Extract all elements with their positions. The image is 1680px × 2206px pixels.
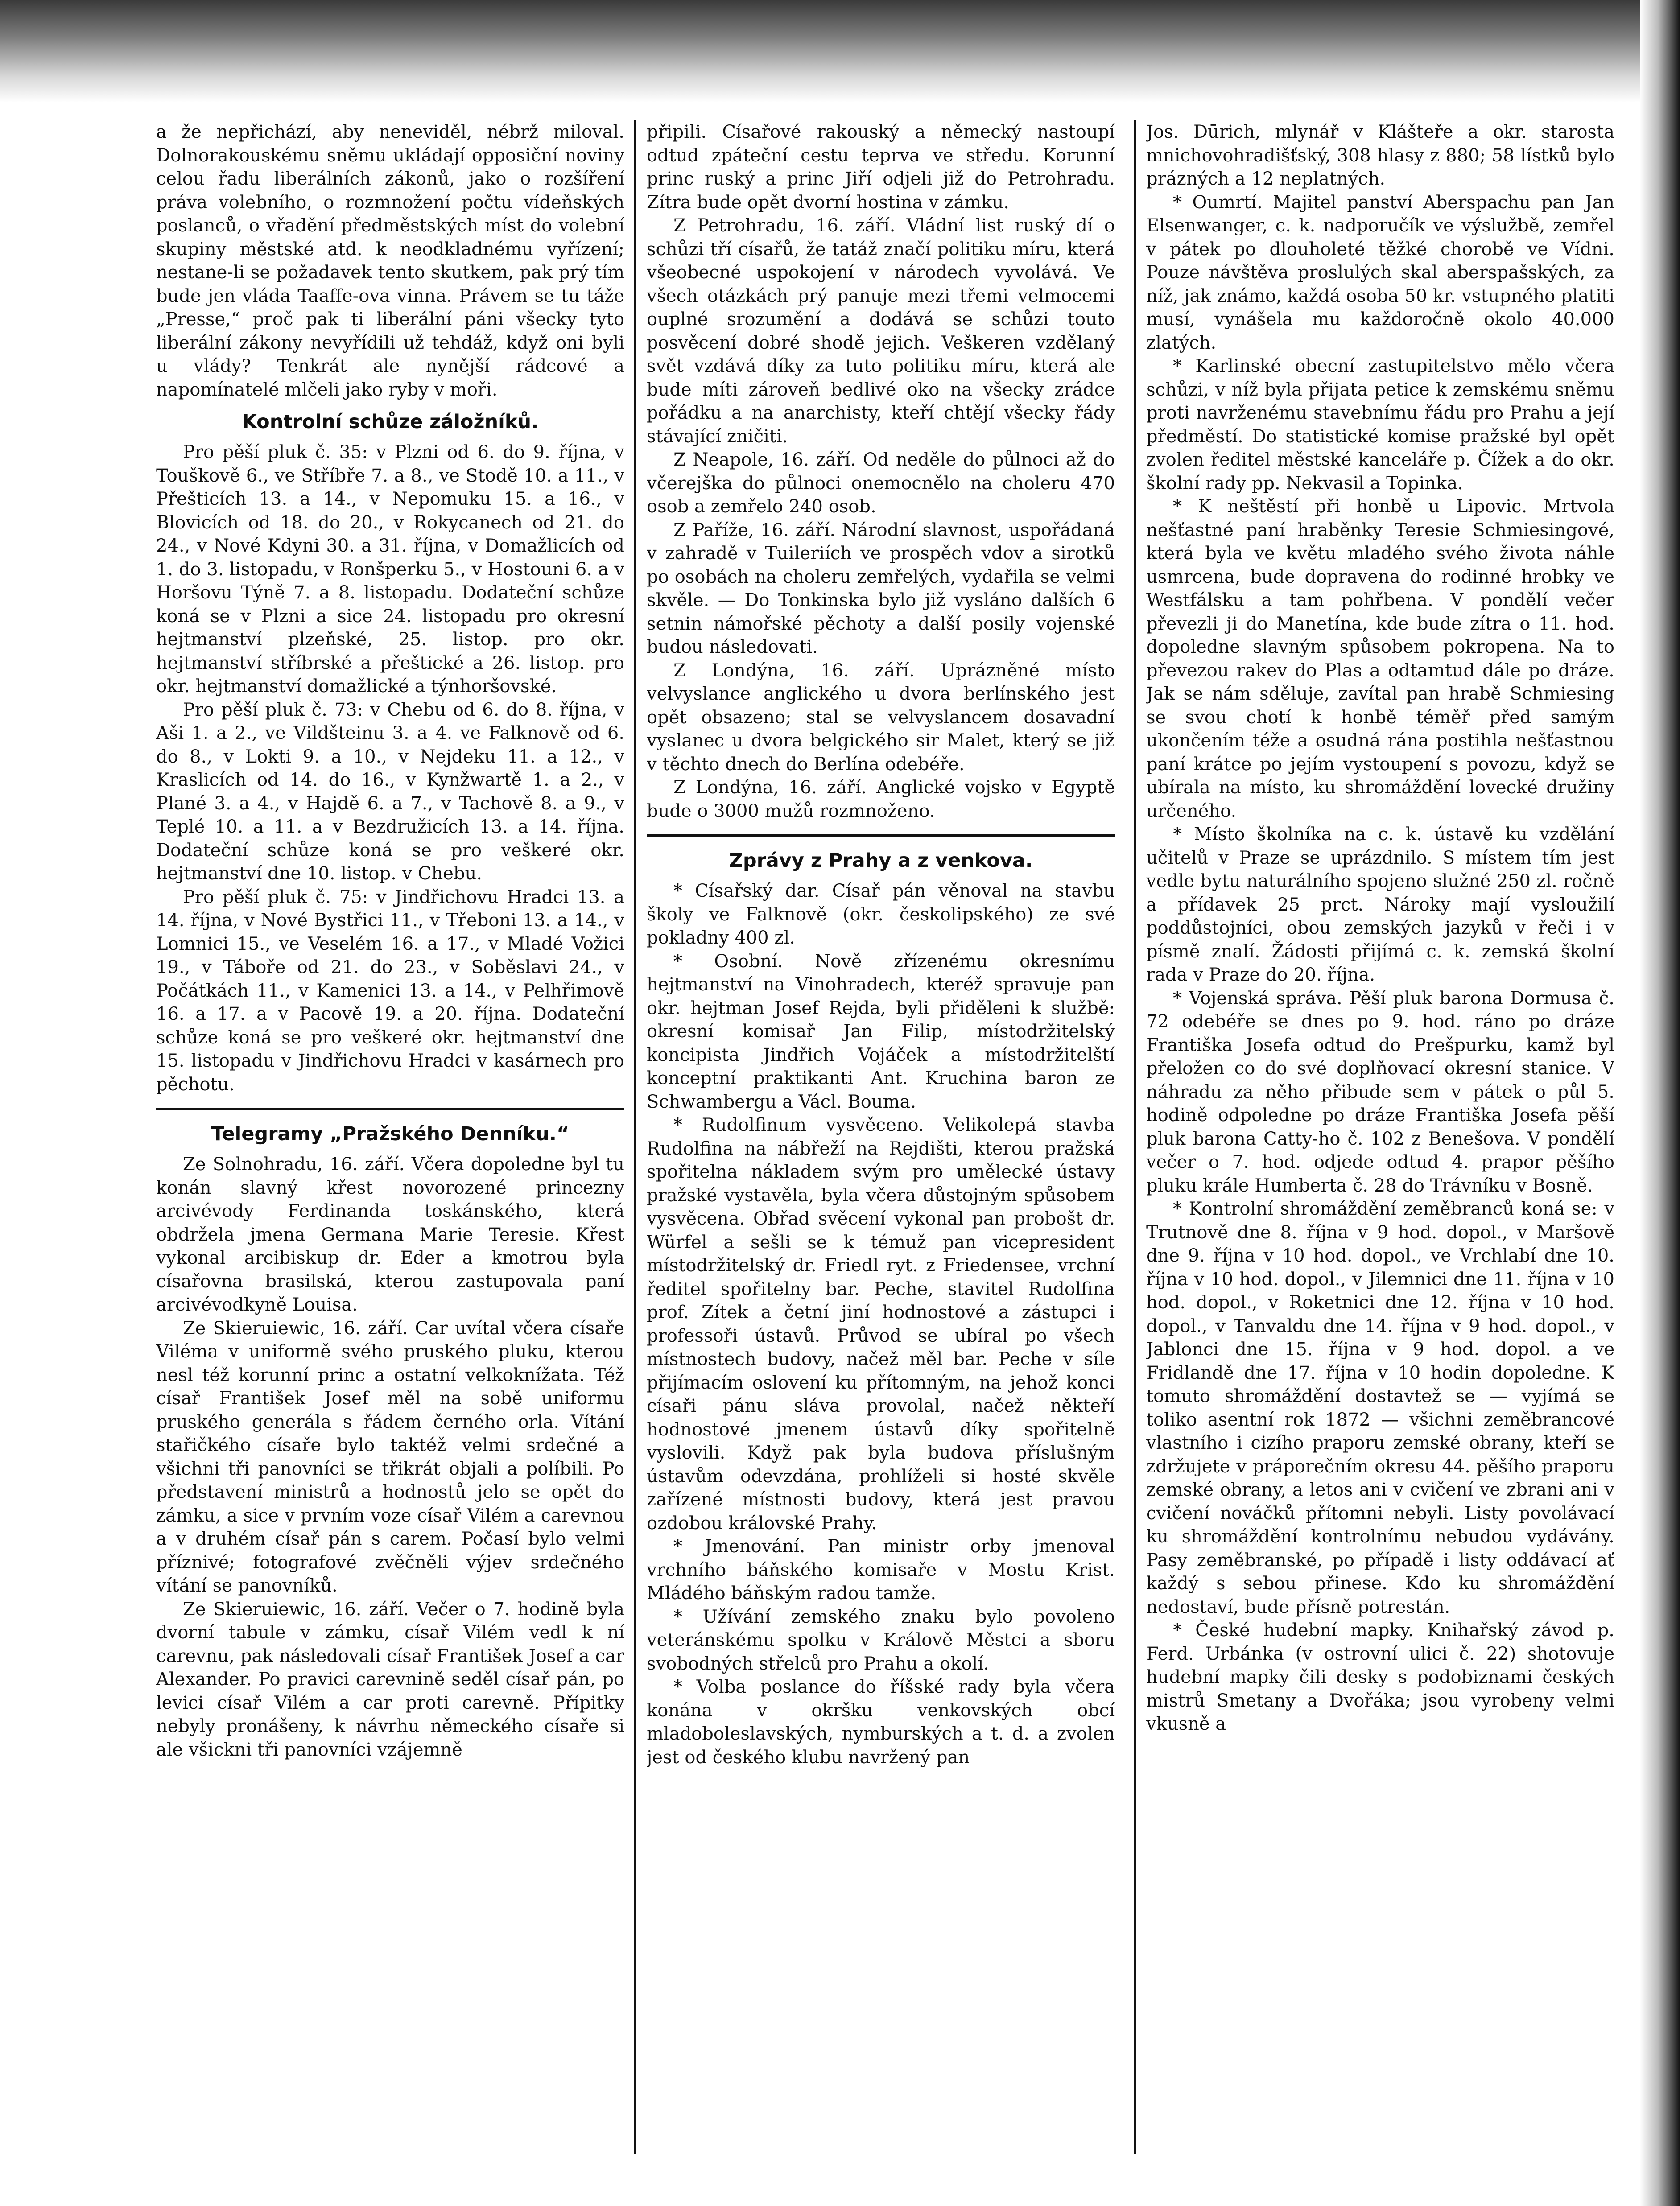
article-text: * Vojenská správa. Pěší pluk barona Dormusa č. 72 odebéře se dnes po 9. hod. ráno po dráze Františka Josefa odtud do Prešpurku, kamž byl přeložen co do své doplňovací okresní stanice. V náhradu za něho přibude sem v pátek o půl 5. hodině odpoledne po dráze Františka Josefa pěší pluk barona Catty-ho č. 102 z Benešova. V pondělí večer o 7. hod. odjede odtud 4. prapor pěšího pluku krále Humberta č. 28 do Trávníku v Bosně.	[1146, 988, 1614, 1196]
article-text: Jos. Dūrich, mlynář v Klášteře a okr. starosta mnichovohradišťský, 308 hlasy z 880; 58 lístků bylo prázných a 12 neplatných.	[1146, 122, 1614, 189]
article-text: * Kontrolní shromáždění zeměbranců koná se: v Trutnově dne 8. října v 9 hod. dopol., v Maršově dne 9. října v 10 hod. dopol., ve Vrchlabí dne 10. října v 10 hod. dopol., v Jilemnici dne 11. října v 10 hod. dopol., v Roketnici dne 12. října v 10 hod. dopol., v Tanvaldu dne 14. října v 9 hod. dopol., v Jablonci dne 15. října v 9 hod. dopol. a ve Fridlandě dne 17. října v 10 hodin dopoledne. K tomuto shromáždění dostavtež se — vyjímá se toliko asentní rok 1872 — všichni zeměbrancové vlastního i cizího praporu zemské obrany, kteří se zdržujete v práporečním okresu 44. pěšího praporu zemské obrany, a letos ani v cvičení ve zbrani ani v cvičení nováčků přítomni nebyli. Listy povolávací ku shromáždění kontrolnímu nebudou vydávány. Pasy zeměbranské, po případě i listy oddávací ať každý s sebou přinese. Kdo ku shromáždění nedostaví, bude přísně potrestán.	[1146, 1199, 1614, 1617]
scan-shadow-top	[0, 0, 1680, 103]
article-text: Ze Skieruiewic, 16. září. Večer o 7. hodině byla dvorní tabule v zámku, císař Vilém vedl k ní carevnu, pak následovali císař František Josef a car Alexander. Po pravici carevnině seděl císař pán, po levici císař Vilém a car proti carevně. Přípitky nebyly pronášeny, k návrhu německého císaře si ale všickni tři panovníci vzájemně	[156, 1599, 624, 1760]
article-text: Z Londýna, 16. září. Uprázněné místo velvyslance anglického u dvora berlínského jest opět obsazeno; stal se velvyslancem dosavadní vyslanec u dvora belgického sir Malet, který se již v těchto dnech do Berlína odebéře.	[647, 660, 1115, 775]
article-text: * Karlinské obecní zastupitelstvo mělo včera schůzi, v níž byla přijata petice k zemskému sněmu proti navrženému stavebnímu řádu pro Prahu a její předměstí. Do statistické komise pražské byl opět zvolen ředitel městské kanceláře p. Čížek a do okr. školní rady pp. Nekvasil a Topinka.	[1146, 356, 1614, 494]
section-heading: Kontrolní schůze záložníků.	[242, 411, 539, 433]
article-text: Ze Solnohradu, 16. září. Včera dopoledne byl tu konán slavný křest novorozené princezny arcivévody Ferdinanda toskánského, která obdržela jmena Germana Marie Teresie. Křest vykonal arcibiskup dr. Eder a kmotrou byla císařovna brasilská, kterou zastupovala paní arcivévodkyně Louisa.	[156, 1154, 624, 1315]
article-text: * Císařský dar. Císař pán věnoval na stavbu školy ve Falknově (okr. českolipského) ze své pokladny 400 zl.	[647, 881, 1115, 948]
article-text: Z Paříže, 16. září. Národní slavnost, uspořádaná v zahradě v Tuileriích ve prospěch vdov a sirotků po osobách na choleru zemřelých, vydařila se velmi skvěle. — Do Tonkinska bylo již vysláno dalších 6 setnin námořské pěchoty a další posily vojenské budou následovati.	[647, 520, 1115, 657]
article-text: * České hudební mapky. Knihařský závod p. Ferd. Urbánka (v ostrovní ulici č. 22) shotovuje hudební mapky čili desky s podobiznami českých mistrů Smetany a Dvořáka; jsou vyrobeny velmi vkusně a	[1146, 1620, 1614, 1734]
article-text: Pro pěší pluk č. 73: v Chebu od 6. do 8. října, v Aši 1. a 2., ve Vildšteinu 3. a 4. ve Falknově od 6. do 8., v Lokti 9. a 10., v Nejdeku 11. a 12., v Kraslicích od 14. do 16., v Kynžwartě 1. a 2., v Plané 3. a 4., v Hajdě 6. a 7., v Tachově 8. a 9., v Teplé 10. a 11. a v Bezdružicích 13. a 14. října. Dodateční schůze koná se pro veškeré okr. hejtmanství dne 10. listop. v Chebu.	[156, 699, 624, 884]
article-text: * Rudolfinum vysvěceno. Velikolepá stavba Rudolfina na nábřeží na Rejdišti, kterou pražská spořitelna nákladem svým pro umělecké ústavy pražské vystavěla, byla včera důstojným spůsobem vysvěcena. Obřad svěcení vykonal pan probošt dr. Würfel a sešli se k témuž pan vicepresident místodržitelský dr. Friedl ryt. z Friedensee, vrchní ředitel spořitelny bar. Peche, stavitel Rudolfina prof. Zítek a četní jiní hodnostové a zástupci i professoři ústavů. Průvod se ubíral po všech místnostech budovy, načež měl bar. Peche v síle přijímacím oslovení ku přítomným, na jehož konci císaři pánu sláva provolal, načež někteří hodnostové jmenem ústavů díky spořitelně vyslovili. Když pak byla budova příslušným ústavům odevzdána, prohlíželi si hosté skvěle zařízené místnosti budovy, která jest pravou ozdobou královské Prahy.	[647, 1115, 1115, 1534]
article-text: * Oumrtí. Majitel panství Aberspachu pan Jan Elsenwanger, c. k. nadporučík ve výslužbě, zemřel v pátek po dlouholeté těžké chorobě ve Vídni. Pouze návštěva proslulých skal aberspašských, za níž, jak známo, každá osoba 50 kr. vstupného platiti musí, vynášela mu každoročně okolo 40.000 zlatých.	[1146, 192, 1614, 353]
scan-shadow-right	[1640, 0, 1680, 2206]
article-text: Z Neapole, 16. září. Od neděle do půlnoci až do včerejška do půlnoci onemocnělo na choleru 470 osob a zemřelo 240 osob.	[647, 449, 1115, 517]
article-text: * Volba poslance do říšské rady byla včera konána v okršku venkovských obcí mladoboleslavských, nymburských a t. d. a zvolen jest od českého klubu navržený pan	[647, 1677, 1115, 1768]
divider	[647, 834, 1115, 837]
column-rule	[1134, 120, 1136, 2154]
article-text: Ze Skieruiewic, 16. září. Car uvítal včera císaře Viléma v uniformě svého pruského pluku, kterou nesl též korunní princ a ostatní velkoknížata. Též císař František Josef měl na sobě uniformu pruského generála s řádem černého orla. Vítání stařičkého císaře bylo taktéž velmi srdečné a všichni tři panovníci se třikrát objali a políbili. Po představení ministrů a hodnostů jelo se opět do zámku, a sice v prvním voze císař Vilém a carevnou a v druhém císař pán s carem. Počasí bylo velmi příznivé; fotografové zvěčněli výjev srdečného vítání se panovníků.	[156, 1318, 624, 1596]
section-heading: Telegramy „Pražského Denníku.“	[211, 1123, 570, 1145]
article-text: připili. Císařové rakouský a německý nastoupí odtud zpáteční cestu teprva ve středu. Korunní princ ruský a princ Jiří odjeli již do Petrohradu. Zítra bude opět dvorní hostina v zámku.	[647, 122, 1115, 213]
article-text: Z Londýna, 16. září. Anglické vojsko v Egyptě bude o 3000 mužů rozmnoženo.	[647, 777, 1115, 821]
column-2	[647, 120, 1115, 2154]
article-text: Pro pěší pluk č. 75: v Jindřichovu Hradci 13. a 14. října, v Nové Bystřici 11., v Třeboni 13. a 14., v Lomnici 15., ve Veselém 16. a 17., v Mladé Vožici 19., v Táboře od 21. do 23., v Soběslavi 24., v Počátkách 11., v Kamenici 13. a 14., v Pelhřimově 16. a 17. a v Pacově 19. a 20. října. Dodateční schůze koná se pro veškeré okr. hejtmanství dne 15. listopadu v Jindřichovu Hradci v kasárnech pro pěchotu.	[156, 887, 624, 1095]
article-text: Z Petrohradu, 16. září. Vládní list ruský dí o schůzi tří císařů, že tatáž značí politiku míru, která všeobecné uspokojení v národech vyvolává. Ve všech otázkách prý panuje mezi třemi velmocemi ouplné srozumění a dodává se schůzi touto posvěcení dobré shodě jejich. Veškeren vzdělaný svět vzdává díky za tuto politiku míru, která ale bude míti zároveň bedlivé oko na všecky zrádce pořádku a na anarchisty, kteří chtějí všecky řády stávající zničiti.	[647, 215, 1115, 447]
section-heading: Zprávy z Prahy a z venkova.	[729, 849, 1033, 872]
newspaper-page	[156, 120, 1614, 2154]
article-text: * Užívání zemského znaku bylo povoleno veteránskému spolku v Králově Městci a sboru svobodných střelců pro Prahu a okolí.	[647, 1606, 1115, 1674]
article-text: * K neštěstí při honbě u Lipovic. Mrtvola nešťastné paní hraběnky Teresie Schmiesingové, která byla ve květu mladého svého života náhle usmrcena, bude dopravena do rodinné hrobky ve Westfálsku a tam pohřbena. V pondělí večer převezli ji do Manetína, kde bude zítra o 11. hod. dopoledne slavným spůsobem pokropena. Na to převezou rakev do Plas a odtamtud dále po dráze. Jak se nám sděluje, zavítal pan hrabě Schmiesing se svou chotí k honbě téměř před samým ukončením téže a osudná rána postihla nešťastnou paní krátce po jejím vystoupení s povozu, když se ubírala na místo, ku shromáždění lovecké družiny určeného.	[1146, 496, 1614, 821]
article-text: * Osobní. Nově zřízenému okresnímu hejtmanství na Vinohradech, kteréž spravuje pan okr. hejtman Josef Rejda, byli přiděleni k službě: okresní komisař Jan Filip, místodržitelský koncipista Jindřich Vojáček a místodržitelští konceptní praktikanti Ant. Kruchina baron ze Schwambergu a Václ. Bouma.	[647, 951, 1115, 1112]
column-3	[1146, 120, 1614, 2154]
divider	[156, 1108, 624, 1110]
article-text: a že nepřichází, aby neneviděl, nébrž miloval. Dolnorakouskému sněmu ukládají opposiční noviny celou řadu liberálních zákonů, jako o rozšíření práva volebního, o rozmnožení počtu vídeňských poslanců, o vřadění předměstských míst do volební skupiny městské atd. k neodkladnému vyřízení; nestane-li se požadavek tento skutkem, pak prý tím bude jen vláda Taaffe-ova vinna. Právem se tu táže „Presse,“ proč pak ti liberální páni všecky tyto liberální zákony nevyřídili už tehdáž, když oni byli u vlády? Tenkrát ale nynější rádcové a napomínatelé mlčeli jako ryby v moři.	[156, 122, 624, 400]
article-text: * Místo školníka na c. k. ústavě ku vzdělání učitelů v Praze se uprázdnilo. S místem tím jest vedle bytu naturálního spojeno služné 250 zl. ročně a přídavek 25 prct. Nároky mají vysloužilí poddůstojníci, obou zemských jazyků v řeči i v písmě znalí. Žádosti přijímá c. k. zemská školní rada v Praze do 20. října.	[1146, 824, 1614, 985]
column-rule	[634, 120, 636, 2154]
column-1	[156, 120, 624, 2154]
article-text: Pro pěší pluk č. 35: v Plzni od 6. do 9. října, v Touškově 6., ve Stříbře 7. a 8., ve Stodě 10. a 11., v Přešticích 13. a 14., v Nepomuku 15. a 16., v Blovicích od 18. do 20., v Rokycanech od 21. do 24., v Nové Kdyni 30. a 31. října, v Domažlicích od 1. do 3. listopadu, v Ronšperku 5., v Hostouni 6. a v Horšovu Týně 7. a 8. listopadu. Dodateční schůze koná se v Plzni a sice 24. listopadu pro okresní hejtmanství plzeňské, 25. listop. pro okr. hejtmanství stříbrské a přeštické a 26. listop. pro okr. hejtmanství domažlické a týnhoršovské.	[156, 442, 624, 697]
article-text: * Jmenování. Pan ministr orby jmenoval vrchního báňského komisaře v Mostu Krist. Mládého báňským radou tamže.	[647, 1536, 1115, 1604]
